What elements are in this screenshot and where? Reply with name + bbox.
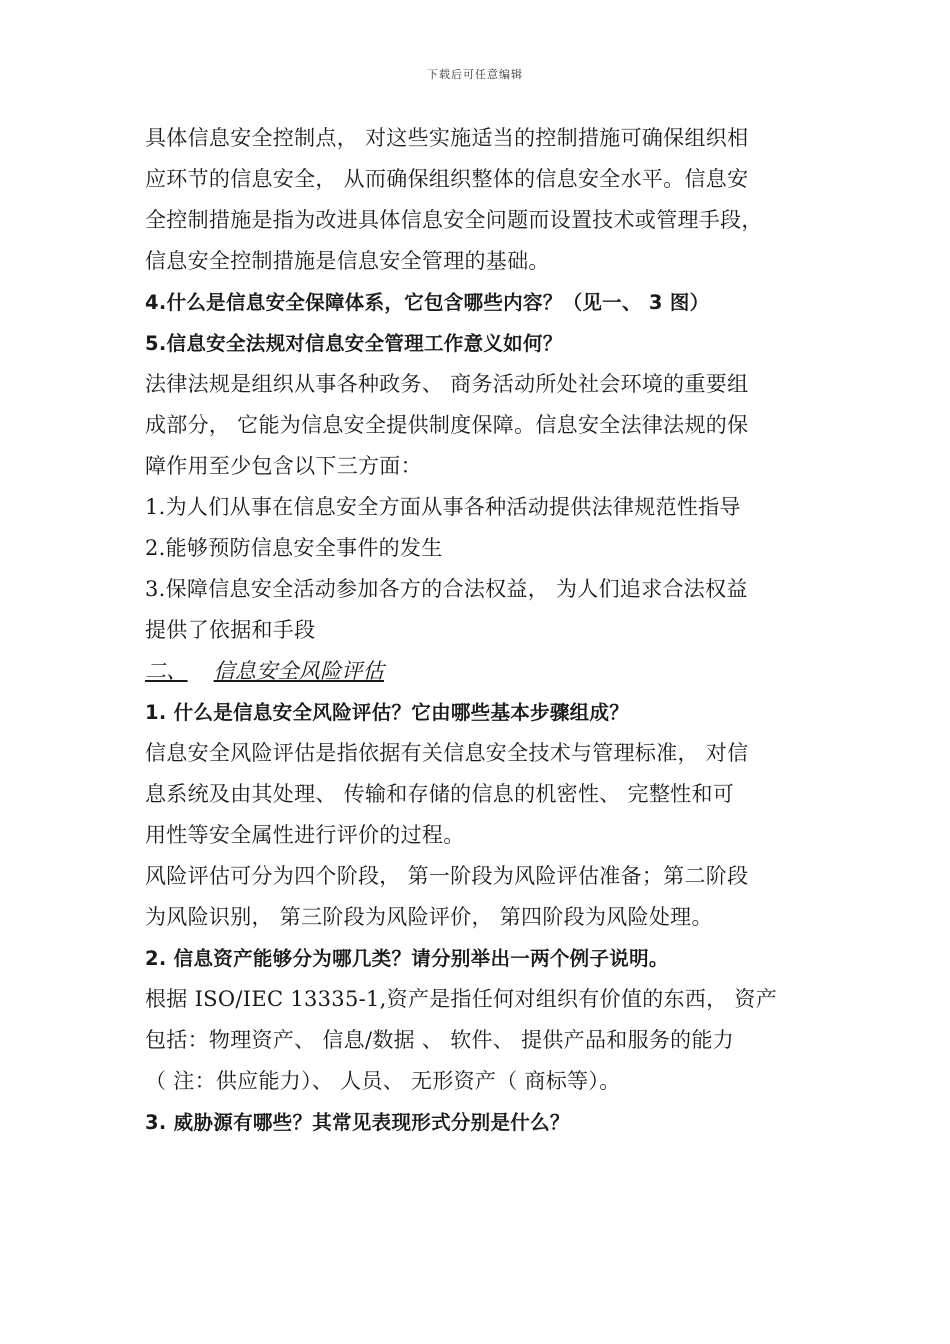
page-header-note: 下载后可任意编辑 (427, 68, 523, 81)
list-item: 1.为人们从事在信息安全方面从事各种活动提供法律规范性指导 (145, 495, 741, 519)
paragraph-line: 信息安全控制措施是信息安全管理的基础。 (145, 249, 550, 273)
paragraph-line: 风险评估可分为四个阶段， 第一阶段为风险评估准备；第二阶段 (145, 864, 749, 888)
paragraph-line: 息系统及由其处理、 传输和存储的信息的机密性、 完整性和可 (145, 782, 735, 806)
document-body (145, 118, 810, 1143)
paragraph-line: 信息安全风险评估是指依据有关信息安全技术与管理标准， 对信 (145, 741, 749, 765)
question-heading: 4.什么是信息安全保障体系，它包含哪些内容？（见一、 3 图） (145, 291, 710, 314)
paragraph-line: 根据 ISO/IEC 13335-1,资产是指任何对组织有价值的东西， 资产 (145, 987, 778, 1011)
question-heading: 2. 信息资产能够分为哪几类？请分别举出一两个例子说明。 (145, 947, 669, 970)
question-heading: 3. 威胁源有哪些？其常见表现形式分别是什么？ (145, 1111, 570, 1134)
section-number: 二、 (145, 659, 188, 683)
list-item: 3.保障信息安全活动参加各方的合法权益， 为人们追求合法权益 (145, 577, 748, 601)
paragraph-line: 提供了依据和手段 (145, 618, 316, 642)
paragraph-line: 具体信息安全控制点， 对这些实施适当的控制措施可确保组织相 (145, 126, 749, 150)
list-item: 2.能够预防信息安全事件的发生 (145, 536, 443, 560)
paragraph-line: 全控制措施是指为改进具体信息安全问题而设置技术或管理手段， (145, 208, 763, 232)
paragraph-line: 障作用至少包含以下三方面： (145, 454, 422, 478)
question-heading: 5.信息安全法规对信息安全管理工作意义如何？ (145, 332, 563, 355)
paragraph-line: 用性等安全属性进行评价的过程。 (145, 823, 465, 847)
section-title-text: 信息安全风险评估 (213, 659, 385, 683)
section-title (145, 651, 810, 692)
paragraph-line: 包括：物理资产、 信息/数据 、 软件、 提供产品和服务的能力 (145, 1028, 735, 1052)
paragraph-line: 为风险识别， 第三阶段为风险评价， 第四阶段为风险处理。 (145, 905, 713, 929)
paragraph-line: 应环节的信息安全， 从而确保组织整体的信息安全水平。信息安 (145, 167, 749, 191)
paragraph-line: （ 注：供应能力）、 人员、 无形资产（ 商标等）。 (145, 1069, 621, 1093)
paragraph-line: 法律法规是组织从事各种政务、 商务活动所处社会环境的重要组 (145, 372, 749, 396)
paragraph-line: 成部分， 它能为信息安全提供制度保障。信息安全法律法规的保 (145, 413, 749, 437)
question-heading: 1. 什么是信息安全风险评估？它由哪些基本步骤组成？ (145, 701, 630, 724)
